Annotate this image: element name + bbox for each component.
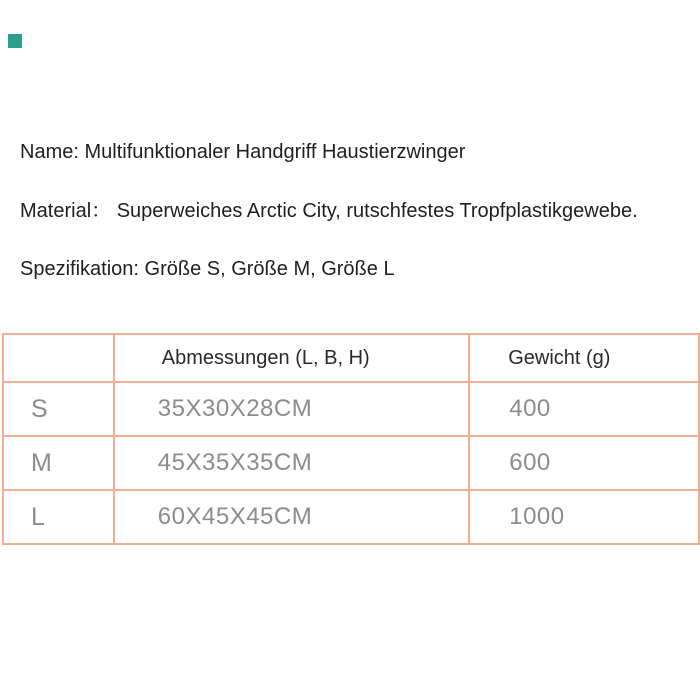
teal-marker (8, 34, 22, 48)
header-weight-cell: Gewicht (g) (469, 334, 699, 382)
header-size-cell (3, 334, 114, 382)
dimensions-cell: 60X45X45CM (114, 490, 469, 544)
table-row-s (3, 382, 699, 436)
dimensions-cell: 45X35X35CM (114, 436, 469, 490)
header-dimensions-cell: Abmessungen (L, B, H) (114, 334, 469, 382)
table-row-l (3, 490, 699, 544)
weight-cell: 600 (469, 436, 699, 490)
dimensions-cell: 35X30X28CM (114, 382, 469, 436)
table-row-m (3, 436, 699, 490)
size-cell: L (3, 490, 114, 544)
size-cell: S (3, 382, 114, 436)
product-material-line: Material： Superweiches Arctic City, rutschfestes Tropfplastikgewebe. (20, 200, 638, 222)
size-cell: M (3, 436, 114, 490)
table-header-row (3, 334, 699, 382)
product-spec-line: Spezifikation: Größe S, Größe M, Größe L (20, 258, 395, 280)
weight-cell: 1000 (469, 490, 699, 544)
product-name-line: Name: Multifunktionaler Handgriff Haustierzwinger (20, 141, 466, 163)
weight-cell: 400 (469, 382, 699, 436)
size-spec-table (2, 333, 700, 545)
